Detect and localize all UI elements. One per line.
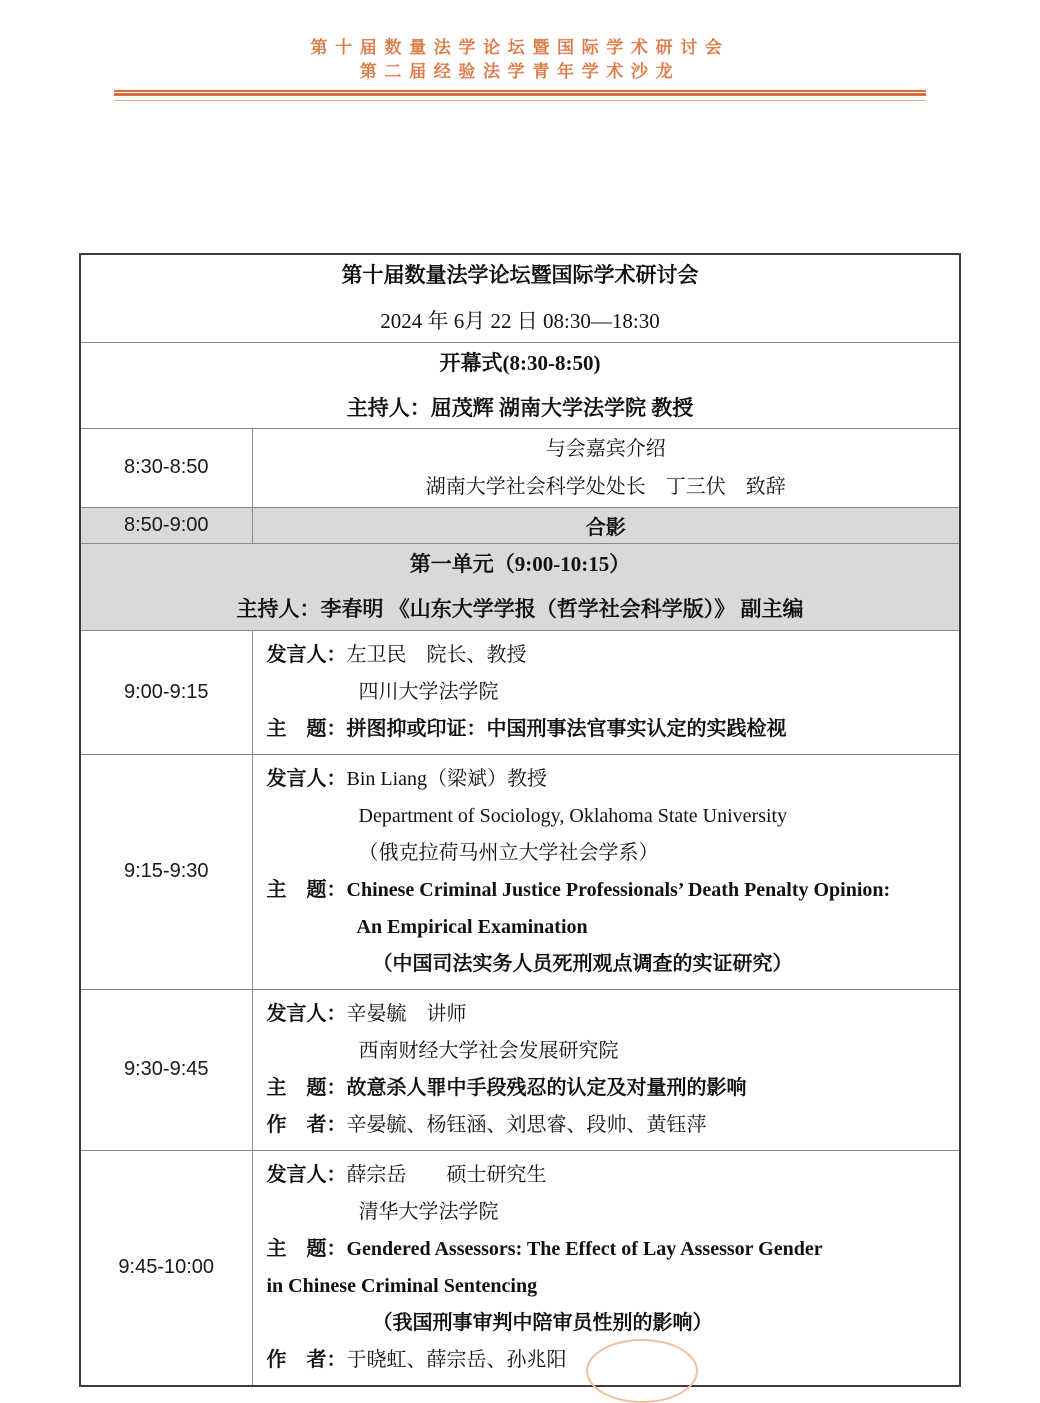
session3-topic: 故意杀人罪中手段残忍的认定及对量刑的影响 <box>346 1076 747 1099</box>
author-label: 作 者： <box>266 1113 347 1136</box>
session1-cell <box>252 630 960 754</box>
session3-time: 9:30-9:45 <box>80 989 252 1150</box>
session1-affiliation: 四川大学法学院 <box>358 680 499 703</box>
table-row-intro <box>80 428 960 507</box>
session4-speaker-line <box>267 1157 948 1194</box>
session2-topic-cn: （中国司法实务人员死刑观点调查的实证研究） <box>372 952 793 975</box>
session4-topic-line <box>267 1231 948 1268</box>
session3-affiliation: 西南财经大学社会发展研究院 <box>358 1039 619 1062</box>
session3-topic-line <box>267 1070 948 1107</box>
running-head-line2: 第二届经验法学青年学术沙龙 <box>359 62 681 81</box>
session1-speaker-line <box>267 637 948 674</box>
speaker-label: 发言人： <box>266 1002 347 1025</box>
session4-topic-cn: （我国刑事审判中陪审员性别的影响） <box>372 1311 713 1334</box>
unit1-host: 主持人：李春明 《山东大学学报（哲学社会科学版）》 副主编 <box>236 597 804 621</box>
session2-cell <box>252 754 960 989</box>
header-divider-thin-line <box>114 100 926 101</box>
session3-cell <box>252 989 960 1150</box>
table-row-session-1 <box>80 630 960 754</box>
session2-affiliation-cn: （俄克拉荷马州立大学社会学系） <box>358 841 659 864</box>
session1-time: 9:00-9:15 <box>80 630 252 754</box>
topic-label: 主 题： <box>266 1076 347 1099</box>
session4-authors: 于晓虹、薛宗岳、孙兆阳 <box>346 1348 567 1371</box>
session1-speaker: 左卫民 院长、教授 <box>346 643 527 666</box>
intro-line2: 湖南大学社会科学处处长 丁三伏 致辞 <box>425 475 786 498</box>
speaker-label: 发言人： <box>266 1163 347 1186</box>
table-row-session-4 <box>80 1150 960 1386</box>
photo-cell: 合影 <box>252 507 960 543</box>
header-divider <box>114 90 926 101</box>
speaker-label: 发言人： <box>266 767 347 790</box>
session2-affiliation: Department of Sociology, Oklahoma State University <box>358 804 788 827</box>
session2-speaker: Bin Liang（梁斌）教授 <box>346 767 548 790</box>
speaker-label: 发言人： <box>266 643 347 666</box>
table-row-session-2 <box>80 754 960 989</box>
unit1-cell <box>80 543 960 630</box>
session4-topic: Gendered Assessors: The Effect of Lay Assessor Gender <box>346 1237 823 1260</box>
session4-topic-cont: in Chinese Criminal Sentencing <box>266 1274 538 1297</box>
table-row-title <box>80 254 960 342</box>
intro-line1: 与会嘉宾介绍 <box>545 437 666 460</box>
opening-host: 主持人：屈茂辉 湖南大学法学院 教授 <box>346 395 694 420</box>
session4-time: 9:45-10:00 <box>80 1150 252 1386</box>
session2-topic-cont: An Empirical Examination <box>356 915 588 938</box>
session3-speaker: 辛晏毓 讲师 <box>346 1002 467 1025</box>
agenda-table <box>79 253 961 1387</box>
intro-time: 8:30-8:50 <box>80 428 252 507</box>
header-divider-thick-line <box>114 90 926 96</box>
photo-time: 8:50-9:00 <box>80 507 252 543</box>
author-label: 作 者： <box>266 1348 347 1371</box>
footer-decorative-arc <box>586 1339 698 1403</box>
session2-topic-line <box>267 872 948 909</box>
forum-title-cell <box>80 254 960 342</box>
unit1-title: 第一单元（9:00-10:15） <box>409 552 631 576</box>
session4-speaker: 薛宗岳 硕士研究生 <box>346 1163 547 1186</box>
session3-speaker-line <box>267 996 948 1033</box>
forum-title: 第十届数量法学论坛暨国际学术研讨会 <box>341 263 699 288</box>
opening-cell <box>80 342 960 428</box>
session4-affiliation: 清华大学法学院 <box>358 1200 499 1223</box>
table-row-unit1 <box>80 543 960 630</box>
topic-label: 主 题： <box>266 878 347 901</box>
intro-cell <box>252 428 960 507</box>
table-row-opening <box>80 342 960 428</box>
opening-title: 开幕式(8:30-8:50) <box>439 350 601 375</box>
running-head-line1: 第十届数量法学论坛暨国际学术研讨会 <box>310 38 730 57</box>
session1-topic-line <box>267 711 948 748</box>
table-row-photo <box>80 507 960 543</box>
session2-time: 9:15-9:30 <box>80 754 252 989</box>
session2-speaker-line <box>267 761 948 798</box>
session2-topic: Chinese Criminal Justice Professionals’ Death Penalty Opinion: <box>346 878 891 901</box>
session3-authors: 辛晏毓、杨钰涵、刘思睿、段帅、黄钰萍 <box>346 1113 707 1136</box>
table-row-session-3 <box>80 989 960 1150</box>
document-running-head <box>0 0 1040 84</box>
topic-label: 主 题： <box>266 1237 347 1260</box>
session3-authors-line <box>267 1107 948 1144</box>
topic-label: 主 题： <box>266 717 347 740</box>
forum-datetime: 2024 年 6月 22 日 08:30—18:30 <box>380 309 660 334</box>
session1-topic: 拼图抑或印证：中国刑事法官事实认定的实践检视 <box>346 717 787 740</box>
